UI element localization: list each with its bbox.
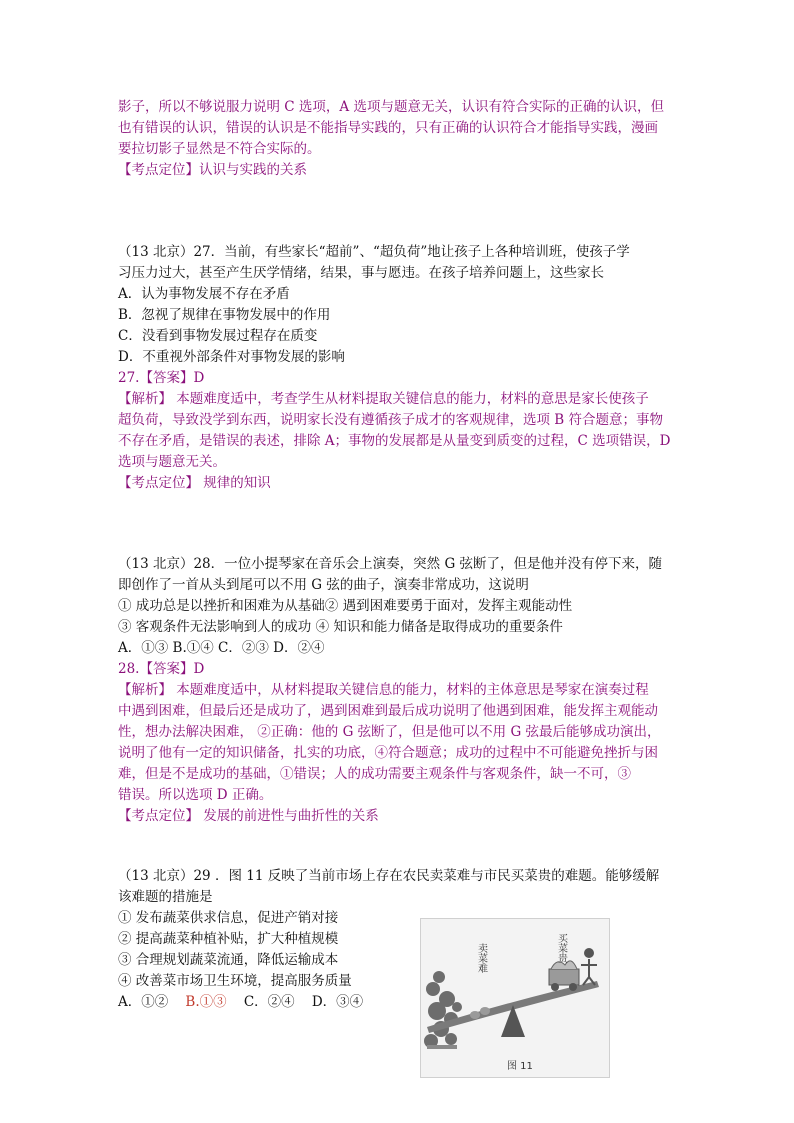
analysis-line: 说明了他有一定的知识储备，扎实的功底，④符合题意；成功的过程中不可能避免挫折与困 bbox=[118, 745, 658, 761]
question-stem: 习压力过大，甚至产生厌学情绪，结果，事与愿违。在孩子培养问题上，这些家长 bbox=[118, 265, 604, 281]
option-a: A．认为事物发展不存在矛盾 bbox=[118, 286, 290, 302]
analysis-line: 难，但是不是成功的基础，①错误；人的成功需要主观条件与客观条件，缺一不可，③ bbox=[118, 766, 631, 782]
label-buy-expensive: 买菜贵 bbox=[555, 933, 567, 963]
statement-line: ③ 合理规划蔬菜流通，降低运输成本 bbox=[118, 952, 339, 968]
choice-a: A．①② bbox=[118, 994, 169, 1010]
kaodian-label: 【考点定位】认识与实践的关系 bbox=[118, 162, 307, 178]
figure-11 bbox=[420, 918, 610, 1078]
question-stem: （13 北京）27．当前，有些家长“超前”、“超负荷”地让孩子上各种培训班，使孩子学 bbox=[118, 244, 630, 260]
label-sell-difficult: 卖菜难 bbox=[475, 943, 487, 973]
seesaw-cartoon bbox=[421, 919, 609, 1077]
analysis-line: 中遇到困难，但最后还是成功了，遇到困难到最后成功说明了他遇到困难，能发挥主观能动 bbox=[118, 703, 658, 719]
statement-line: ④ 改善菜市场卫生环境，提高服务质量 bbox=[118, 973, 352, 989]
answer-label: 27.【答案】D bbox=[118, 370, 205, 386]
statement-line: ② 提高蔬菜种植补贴，扩大种植规模 bbox=[118, 931, 339, 947]
option-c: C．没看到事物发展过程存在质变 bbox=[118, 328, 318, 344]
question-stem: 即创作了一首从头到尾可以不用 G 弦的曲子，演奏非常成功，这说明 bbox=[118, 577, 529, 593]
text-line: 影子，所以不够说服力说明 C 选项，A 选项与题意无关，认识有符合实际的正确的认识，但 bbox=[118, 99, 664, 115]
vegetable-cart bbox=[549, 969, 579, 985]
analysis-line: 性，想办法解决困难， ②正确：他的 G 弦断了，但是他可以不用 G 弦最后能够成功演出， bbox=[118, 724, 661, 740]
analysis-line: 选项与题意无关。 bbox=[118, 454, 226, 470]
statement-line: ① 成功总是以挫折和困难为从基础② 遇到困难要勇于面对，发挥主观能动性 bbox=[118, 598, 573, 614]
analysis-line: 错误。所以选项 D 正确。 bbox=[118, 787, 273, 803]
person-figure bbox=[584, 948, 594, 958]
figure-caption: 图 11 bbox=[507, 1061, 533, 1072]
kaodian-label: 【考点定位】 规律的知识 bbox=[118, 475, 271, 491]
analysis-line: 【解析】 本题难度适中，考查学生从材料提取关键信息的能力，材料的意思是家长使孩子 bbox=[118, 391, 649, 407]
analysis-line: 超负荷，导致没学到东西，说明家长没有遵循孩子成才的客观规律，选项 B 符合题意；事物 bbox=[118, 412, 664, 428]
option-d: D．不重视外部条件对事物发展的影响 bbox=[118, 349, 345, 365]
tree-illustration bbox=[424, 971, 462, 1048]
analysis-line: 【解析】 本题难度适中，从材料提取关键信息的能力，材料的主体意思是琴家在演奏过程 bbox=[118, 682, 649, 698]
kaodian-label: 【考点定位】 发展的前进性与曲折性的关系 bbox=[118, 808, 379, 824]
text-line: 要拉切影子显然是不符合实际的。 bbox=[118, 141, 321, 157]
choices-line: A．①③ B.①④ C．②③ D．②④ bbox=[118, 640, 325, 656]
analysis-line: 不存在矛盾，是错误的表述，排除 A；事物的发展都是从量变到质变的过程，C 选项错误，D bbox=[118, 433, 671, 449]
option-b: B．忽视了规律在事物发展中的作用 bbox=[118, 307, 331, 323]
answer-label: 28.【答案】D bbox=[118, 661, 205, 677]
choice-b: B.①③ bbox=[185, 994, 227, 1010]
question-stem: 该难题的措施是 bbox=[118, 889, 213, 905]
section-top bbox=[118, 97, 678, 181]
statement-line: ③ 客观条件无法影响到人的成功 ④ 知识和能力储备是取得成功的重要条件 bbox=[118, 619, 563, 635]
question-stem: （13 北京）28．一位小提琴家在音乐会上演奏，突然 G 弦断了，但是他并没有停下来，随 bbox=[118, 556, 663, 572]
question-28 bbox=[118, 554, 678, 827]
statement-line: ① 发布蔬菜供求信息，促进产销对接 bbox=[118, 910, 339, 926]
choice-d: D．③④ bbox=[311, 994, 364, 1010]
choice-c: C．②④ bbox=[243, 994, 295, 1010]
text-line: 也有错误的认识，错误的认识是不能指导实践的，只有正确的认识符合才能指导实践，漫画 bbox=[118, 120, 658, 136]
question-27 bbox=[118, 242, 678, 494]
question-stem: （13 北京）29 ．图 11 反映了当前市场上存在农民卖菜难与市民买菜贵的难题。能够缓解 bbox=[118, 868, 660, 884]
